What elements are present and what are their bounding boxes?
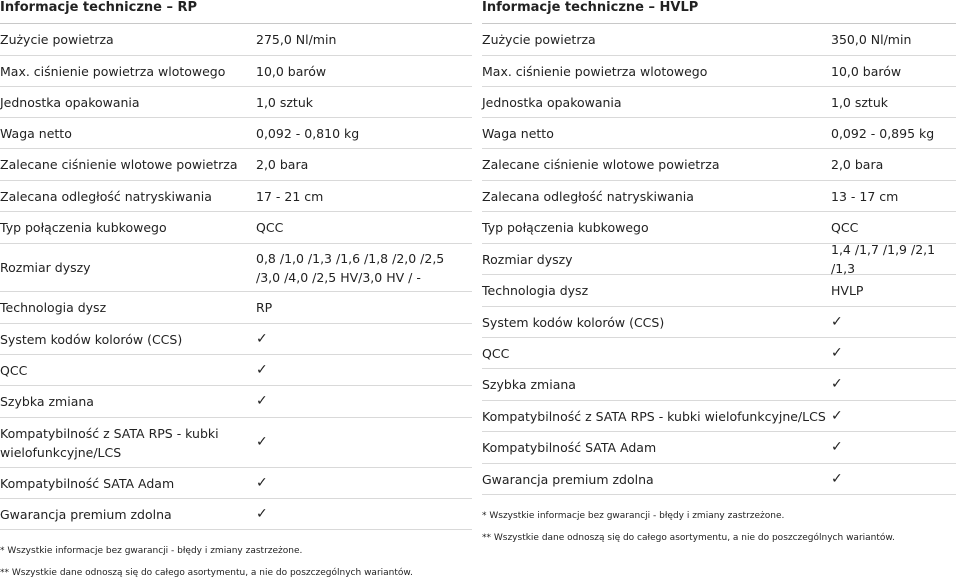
check-icon: ✓ <box>831 470 843 487</box>
spec-row <box>0 355 472 386</box>
spec-label: Max. ciśnienie powietrza wlotowego <box>0 63 226 79</box>
spec-row <box>0 24 472 56</box>
hvlp-specs-title: Informacje techniczne – HVLP <box>482 0 956 24</box>
check-icon: ✓ <box>831 407 843 424</box>
spec-label: Rozmiar dyszy <box>482 251 573 267</box>
spec-label: Zużycie powietrza <box>0 32 114 47</box>
spec-value: 275,0 Nl/min <box>256 32 337 47</box>
footnote: * Wszystkie informacje bez gwarancji - błędy i zmiany zastrzeżone. <box>482 511 785 521</box>
spec-row <box>482 87 956 118</box>
spec-row <box>0 292 472 324</box>
spec-row <box>482 275 956 307</box>
spec-label: Kompatybilność SATA Adam <box>0 475 175 491</box>
hvlp-specs-panel <box>482 0 956 544</box>
spec-value: 0,8 /1,0 /1,3 /1,6 /1,8 /2,0 /2,5 /3,0 /4,0 /2,5 HV/3,0 HV / - <box>256 250 445 285</box>
spec-label: Szybka zmiana <box>0 394 94 409</box>
spec-row <box>0 56 472 87</box>
spec-value: 1,0 sztuk <box>831 94 888 110</box>
check-icon: ✓ <box>831 313 843 330</box>
spec-row <box>0 87 472 118</box>
spec-row <box>0 324 472 355</box>
spec-row <box>482 24 956 56</box>
spec-row <box>482 181 956 212</box>
spec-label: System kodów kolorów (CCS) <box>0 331 183 347</box>
spec-value: 0,092 - 0,895 kg <box>831 125 935 141</box>
spec-row <box>0 244 472 292</box>
spec-row <box>0 468 472 499</box>
hvlp-specs-table <box>482 24 956 495</box>
spec-label: Kompatybilność z SATA RPS - kubki wielofunkcyjne/LCS <box>482 408 826 424</box>
spec-label: Jednostka opakowania <box>482 94 622 110</box>
spec-value: 2,0 bara <box>831 157 884 172</box>
spec-label: Gwarancja premium zdolna <box>0 506 172 522</box>
spec-label: Typ połączenia kubkowego <box>482 220 649 235</box>
spec-value: 1,4 /1,7 /1,9 /2,1 /1,3 <box>831 242 936 276</box>
spec-row <box>482 338 956 369</box>
spec-value: 10,0 barów <box>831 63 902 79</box>
check-icon: ✓ <box>831 439 843 455</box>
spec-value: 2,0 bara <box>256 157 309 172</box>
spec-label: QCC <box>0 362 28 378</box>
spec-label: Gwarancja premium zdolna <box>482 471 654 487</box>
rp-footnotes <box>0 530 472 579</box>
spec-row <box>0 181 472 212</box>
spec-label: System kodów kolorów (CCS) <box>482 314 665 330</box>
spec-label: QCC <box>482 345 510 361</box>
spec-value: 13 - 17 cm <box>831 188 899 204</box>
spec-label: Technologia dysz <box>482 283 589 298</box>
spec-label: Waga netto <box>0 125 72 141</box>
spec-row <box>0 418 472 468</box>
spec-value: QCC <box>831 220 859 235</box>
spec-label: Jednostka opakowania <box>0 94 140 110</box>
check-icon: ✓ <box>831 376 843 392</box>
spec-label: Kompatybilność SATA Adam <box>482 440 657 455</box>
spec-label: Kompatybilność z SATA RPS - kubki wielofunkcyjne/LCS <box>0 425 219 460</box>
spec-label: Waga netto <box>482 125 554 141</box>
spec-label: Zalecana odległość natryskiwania <box>0 188 212 204</box>
spec-value: 0,092 - 0,810 kg <box>256 125 360 141</box>
spec-value: RP <box>256 300 273 315</box>
spec-label: Szybka zmiana <box>482 377 576 392</box>
check-icon: ✓ <box>256 393 268 409</box>
spec-row <box>482 118 956 149</box>
spec-row <box>482 244 956 275</box>
spec-row <box>482 307 956 338</box>
spec-label: Technologia dysz <box>0 300 107 315</box>
check-icon: ✓ <box>256 434 268 450</box>
spec-row <box>0 212 472 244</box>
spec-row <box>482 369 956 401</box>
spec-label: Zalecane ciśnienie wlotowe powietrza <box>482 157 720 172</box>
spec-row <box>0 149 472 181</box>
check-icon: ✓ <box>256 505 268 522</box>
footnote: * Wszystkie informacje bez gwarancji - błędy i zmiany zastrzeżone. <box>0 546 303 556</box>
spec-row <box>482 432 956 464</box>
check-icon: ✓ <box>256 361 268 378</box>
check-icon: ✓ <box>831 344 843 361</box>
rp-specs-table <box>0 24 472 530</box>
spec-value: 350,0 Nl/min <box>831 32 912 47</box>
spec-label: Zalecana odległość natryskiwania <box>482 188 694 204</box>
spec-row <box>482 401 956 432</box>
spec-value: QCC <box>256 220 284 235</box>
footnote: ** Wszystkie dane odnoszą się do całego asortymentu, a nie do poszczególnych wariantów. <box>482 533 895 543</box>
spec-label: Zalecane ciśnienie wlotowe powietrza <box>0 157 238 172</box>
spec-value: 10,0 barów <box>256 63 327 79</box>
spec-value: 1,0 sztuk <box>256 94 313 110</box>
spec-row <box>0 386 472 418</box>
spec-row <box>482 56 956 87</box>
hvlp-footnotes <box>482 495 956 544</box>
spec-row <box>482 149 956 181</box>
spec-row <box>0 499 472 530</box>
spec-label: Rozmiar dyszy <box>0 260 91 275</box>
spec-value: HVLP <box>831 283 864 298</box>
spec-label: Max. ciśnienie powietrza wlotowego <box>482 63 708 79</box>
footnote: ** Wszystkie dane odnoszą się do całego asortymentu, a nie do poszczególnych wariantów. <box>0 568 413 578</box>
rp-specs-panel <box>0 0 472 579</box>
spec-value: 17 - 21 cm <box>256 188 324 204</box>
check-icon: ✓ <box>256 330 268 347</box>
spec-label: Zużycie powietrza <box>482 32 596 47</box>
spec-row <box>482 464 956 495</box>
spec-row <box>0 118 472 149</box>
spec-label: Typ połączenia kubkowego <box>0 220 167 235</box>
check-icon: ✓ <box>256 474 268 491</box>
rp-specs-title: Informacje techniczne – RP <box>0 0 472 24</box>
